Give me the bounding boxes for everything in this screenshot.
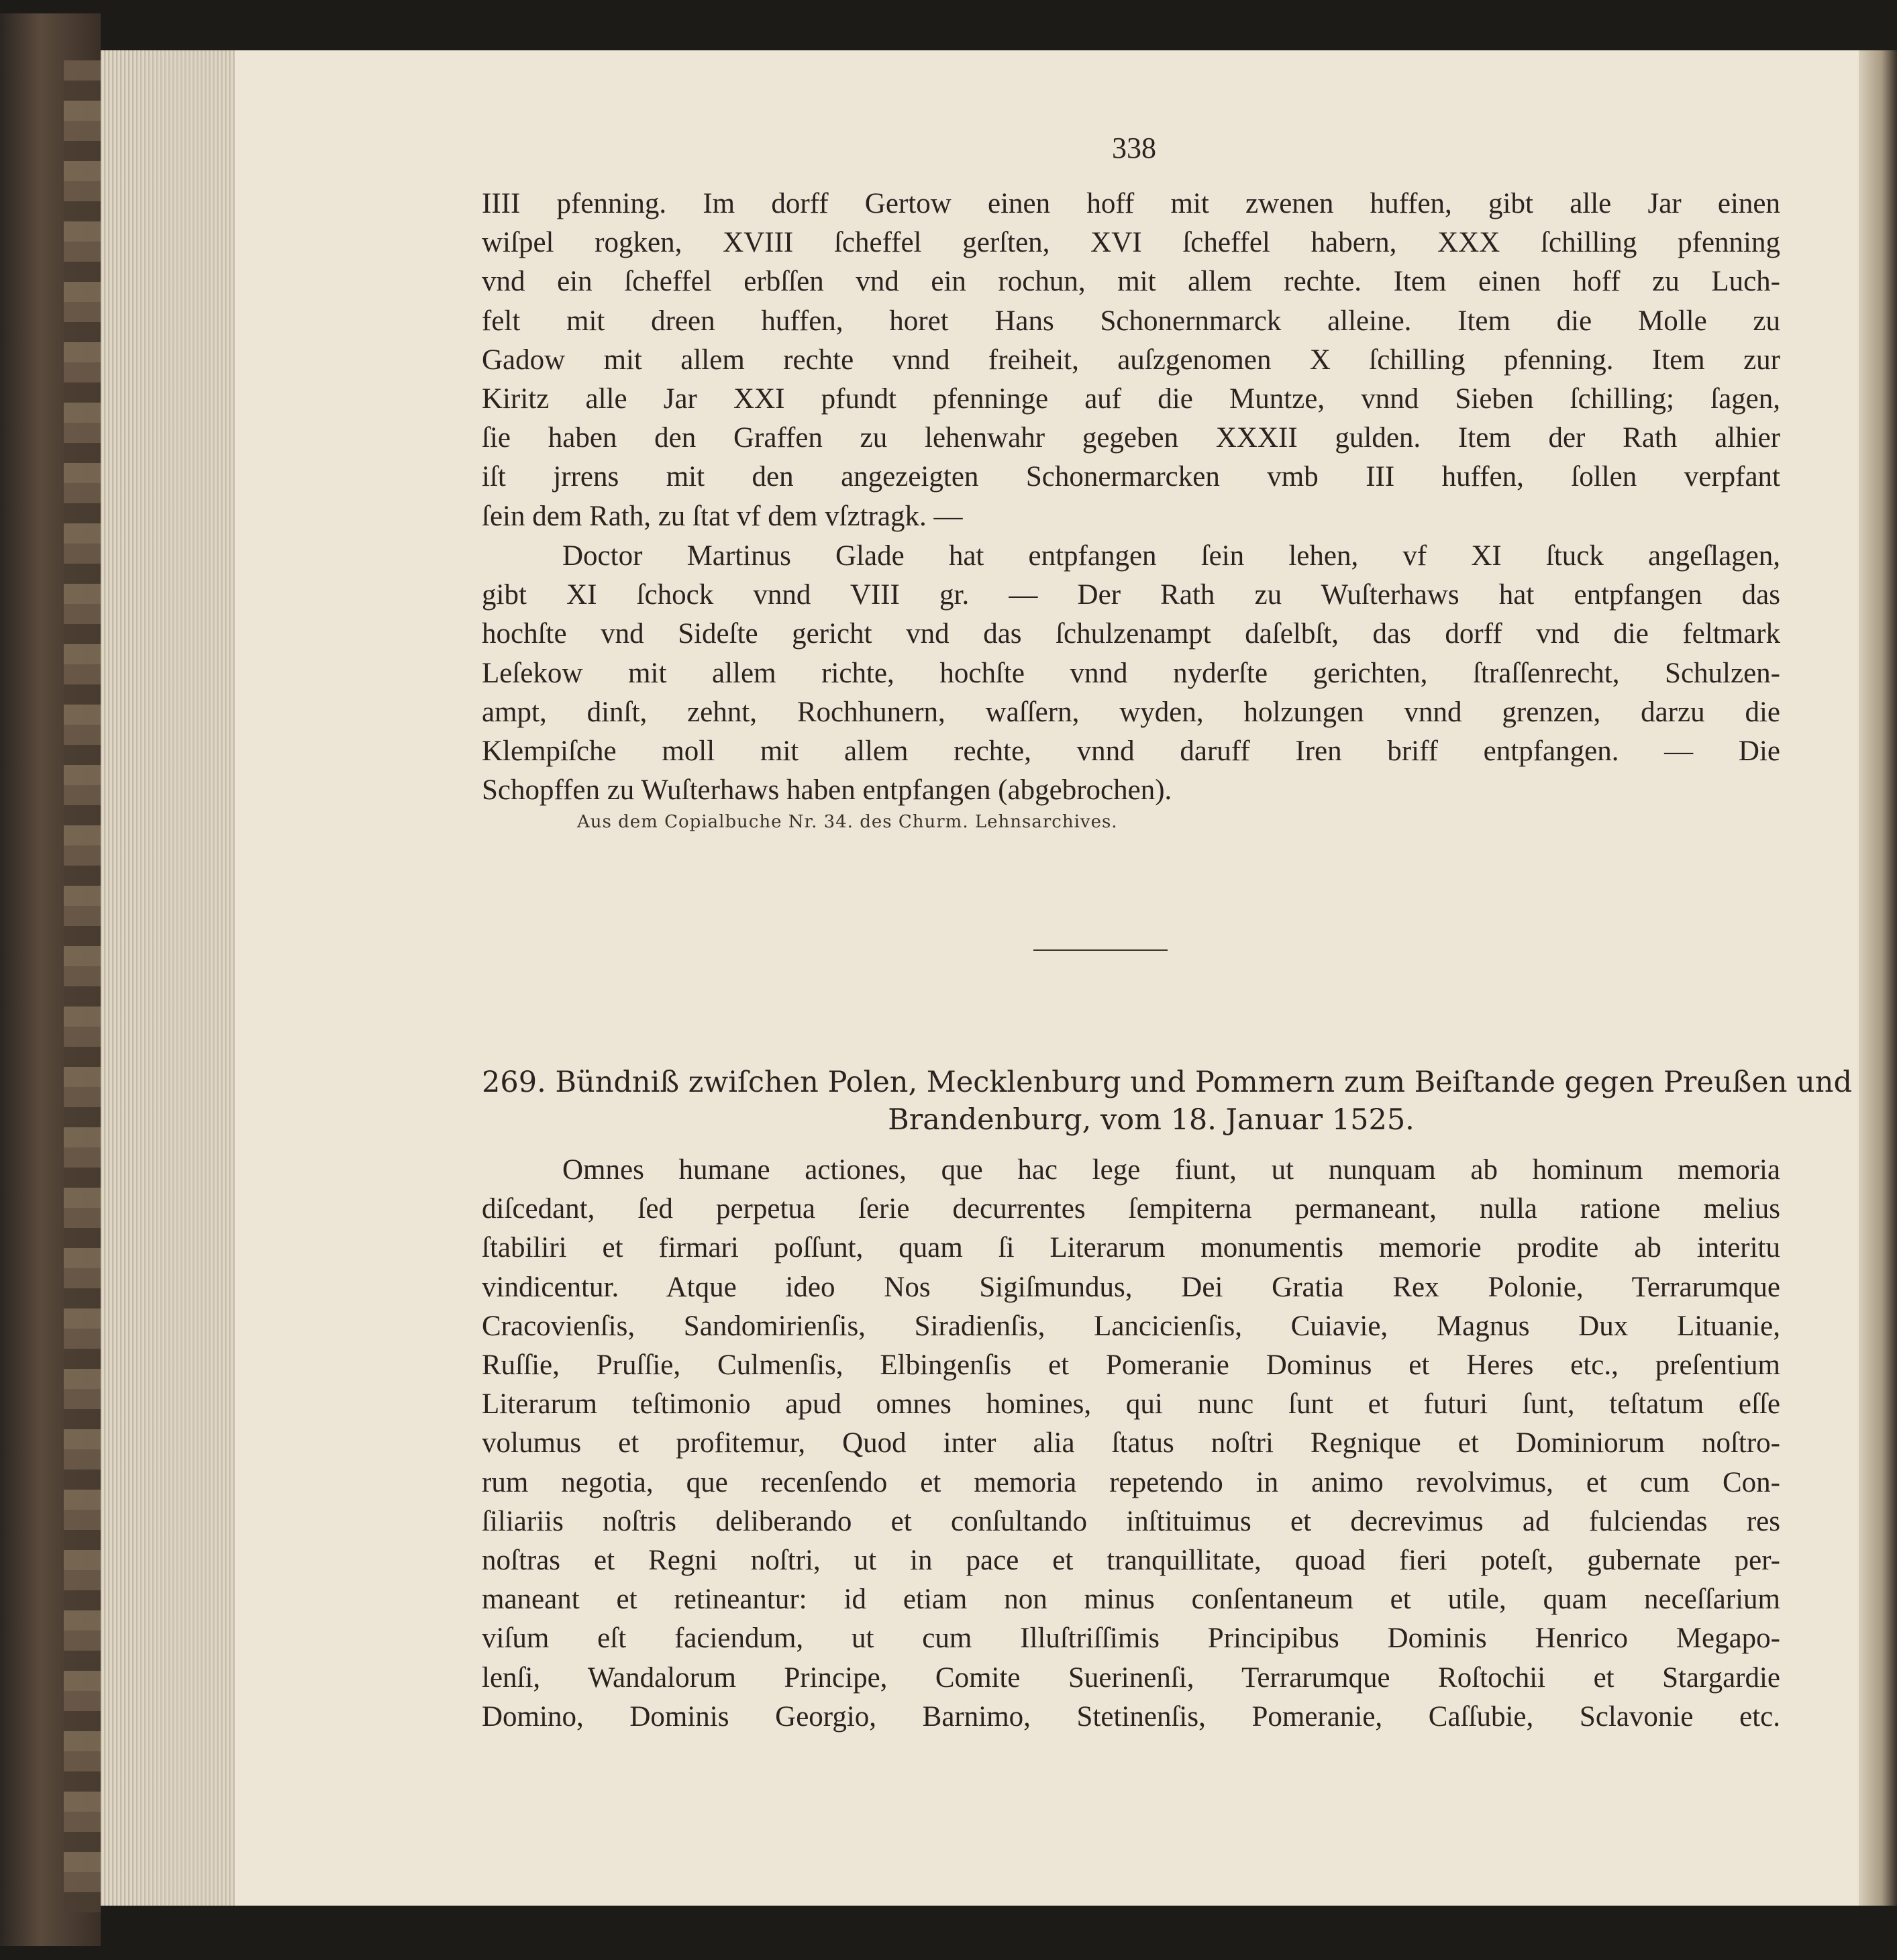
text-line: ſein dem Rath, zu ſtat vf dem vſztragk. — — [482, 500, 963, 532]
text-line: noſtras et Regni noſtri, ut in pace et tranquillitate, quoad fieri poteſt, gubernate per- — [482, 1545, 1780, 1577]
page-number: 338 — [1112, 132, 1156, 164]
text-line: IIII pfenning. Im dorff Gertow einen hoff mit zwenen huffen, gibt alle Jar einen — [482, 188, 1780, 219]
section-divider — [1033, 949, 1168, 951]
text-line: Gadow mit allem rechte vnnd freiheit, auſzgenomen X ſchilling pfenning. Item zur — [482, 344, 1780, 376]
text-line: Klempiſche moll mit allem rechte, vnnd daruff Iren briff entpfangen. — Die — [482, 735, 1780, 768]
paragraph-2 — [482, 537, 1780, 810]
paragraph-3 — [482, 1151, 1780, 1737]
text-line: viſum eſt faciendum, ut cum Illuſtriſſimis Principibus Dominis Henrico Megapo- — [482, 1622, 1780, 1655]
heading-text-1: Bündniß zwiſchen Polen, Mecklenburg und Pommern zum Beiſtande gegen Preußen und — [555, 1066, 1852, 1099]
marbled-cover-edge — [64, 60, 101, 1912]
text-line: wiſpel rogken, XVIII ſcheffel gerſten, XVI ſcheffel habern, XXX ſchilling pfenning — [482, 227, 1780, 259]
text-line: Schopffen zu Wuſterhaws haben entpfangen (abgebrochen). — [482, 774, 1172, 807]
paragraph-1 — [482, 185, 1780, 536]
text-line: rum negotia, que recenſendo et memoria repetendo in animo revolvimus, et cum Con- — [482, 1466, 1780, 1498]
text-line: vindicentur. Atque ideo Nos Sigiſmundus, Dei Gratia Rex Polonie, Terrarumque — [482, 1271, 1780, 1303]
heading-line-2: Brandenburg, vom 18. Januar 1525. — [888, 1103, 1415, 1137]
text-line: iſt jrrens mit den angezeigten Schonermarcken vmb III huffen, ſollen verpfant — [482, 461, 1780, 493]
document-number: 269. — [482, 1066, 546, 1099]
text-line: hochſte vnd Sideſte gericht vnd das ſchulzenampt daſelbſt, das dorff vnd die feltmark — [482, 618, 1780, 650]
heading-line-1 — [482, 1064, 1852, 1101]
text-line: Omnes humane actiones, que hac lege fiunt, ut nunquam ab hominum memoria — [562, 1154, 1780, 1186]
text-line: gibt XI ſchock vnnd VIII gr. — Der Rath zu Wuſterhaws hat entpfangen das — [482, 579, 1780, 611]
text-line: felt mit dreen huffen, horet Hans Schonernmarck alleine. Item die Molle zu — [482, 305, 1780, 337]
text-line: volumus et profitemur, Quod inter alia ſtatus noſtri Regnique et Dominiorum noſtro- — [482, 1427, 1780, 1459]
book-right-edge — [1859, 50, 1897, 1906]
text-line: ſiliariis noſtris deliberando et conſultando inſtituimus et decrevimus ad fulciendas res — [482, 1505, 1780, 1537]
text-line: Cracovienſis, Sandomirienſis, Siradienſis, Lancicienſis, Cuiavie, Magnus Dux Lituanie, — [482, 1310, 1780, 1342]
text-line: Doctor Martinus Glade hat entpfangen ſein lehen, vf XI ſtuck angeſlagen, — [562, 540, 1780, 572]
text-line: ſie haben den Graffen zu lehenwahr gegeben XXXII gulden. Item der Rath alhier — [482, 422, 1780, 454]
source-note: Aus dem Copialbuche Nr. 34. des Churm. Lehnsarchives. — [577, 812, 1118, 832]
text-line: diſcedant, ſed perpetua ſerie decurrentes ſempiterna permaneant, nulla ratione melius — [482, 1193, 1780, 1225]
text-line: Leſekow mit allem richte, hochſte vnnd nyderſte gerichten, ſtraſſenrecht, Schulzen- — [482, 657, 1780, 689]
text-line: ampt, dinſt, zehnt, Rochhunern, waſſern, wyden, holzungen vnnd grenzen, darzu die — [482, 696, 1780, 728]
text-line: Literarum teſtimonio apud omnes homines, qui nunc ſunt et futuri ſunt, teſtatum eſſe — [482, 1388, 1780, 1421]
text-line: maneant et retineantur: id etiam non minus conſentaneum et utile, quam neceſſarium — [482, 1584, 1780, 1616]
text-line: Kiritz alle Jar XXI pfundt pfenninge auf die Muntze, vnnd Sieben ſchilling; ſagen, — [482, 383, 1780, 415]
page-edges-stack — [101, 50, 235, 1906]
text-line: Ruſſie, Pruſſie, Culmenſis, Elbingenſis et Pomeranie Dominus et Heres etc., preſentium — [482, 1349, 1780, 1382]
document-heading — [482, 1064, 1852, 1139]
book-page — [235, 50, 1859, 1906]
text-line: ſtabiliri et firmari poſſunt, quam ſi Literarum monumentis memorie prodite ab interitu — [482, 1232, 1780, 1264]
text-line: vnd ein ſcheffel erbſſen vnd ein rochun, mit allem rechte. Item einen hoff zu Luch- — [482, 266, 1780, 298]
text-line: Domino, Dominis Georgio, Barnimo, Stetinenſis, Pomeranie, Caſſubie, Sclavonie etc. — [482, 1700, 1780, 1733]
text-line: lenſi, Wandalorum Principe, Comite Suerinenſi, Terrarumque Roſtochii et Stargardie — [482, 1661, 1780, 1694]
